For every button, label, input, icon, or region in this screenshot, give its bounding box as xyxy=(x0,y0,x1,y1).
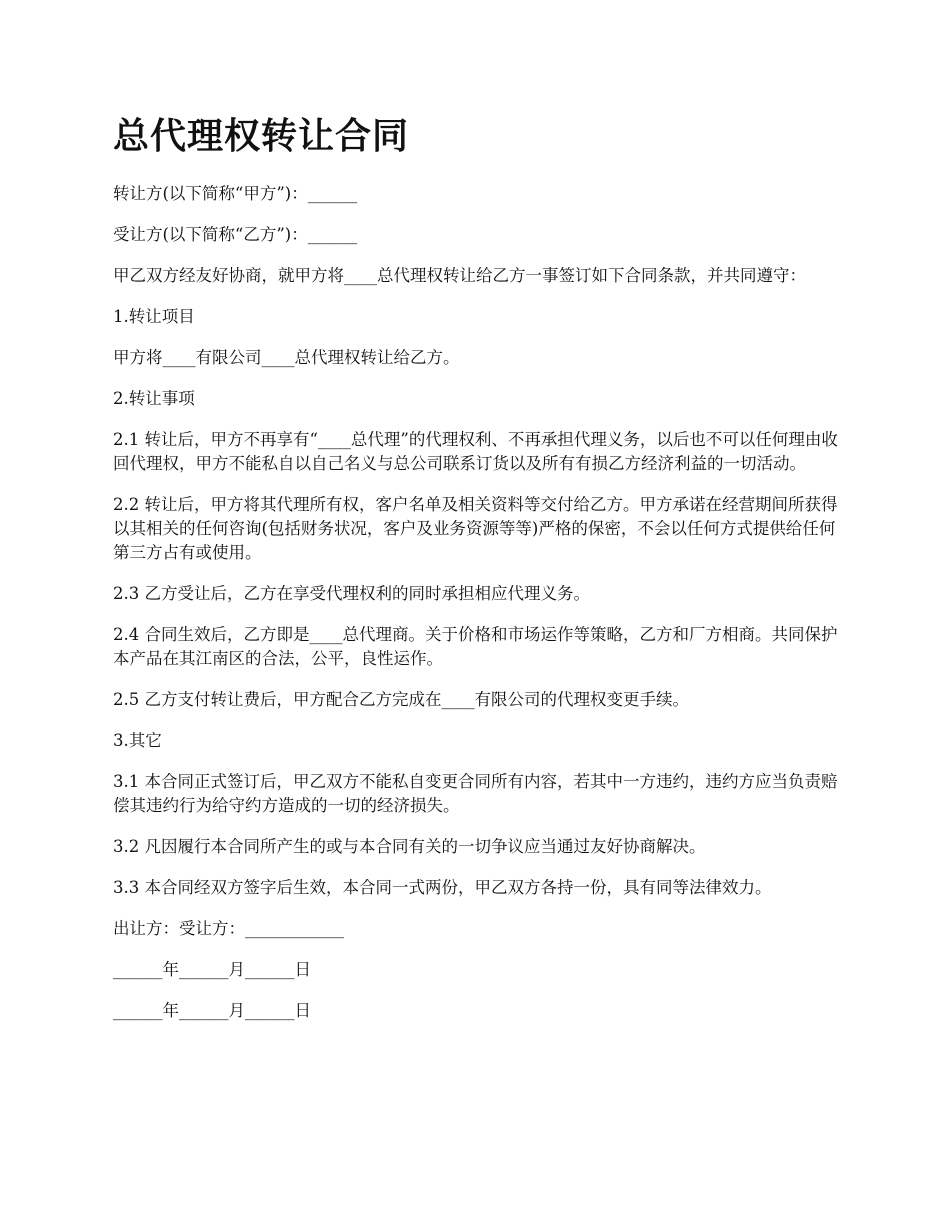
document-title: 总代理权转让合同 xyxy=(113,115,410,157)
document-page xyxy=(113,110,843,1040)
preamble-paragraph: 甲乙双方经友好协商，就甲方将____总代理权转让给乙方一事签订如下合同条款，并共同遵守： xyxy=(113,266,806,285)
section-1-body: 甲方将____有限公司____总代理权转让给乙方。 xyxy=(113,348,460,367)
clause-2-4: 2.4 合同生效后，乙方即是____总代理商。关于价格和市场运作等策略，乙方和厂方相商。共同保护本产品在其江南区的合法，公平，良性运作。 xyxy=(113,625,838,668)
clause-2-5: 2.5 乙方支付转让费后，甲方配合乙方完成在____有限公司的代理权变更手续。 xyxy=(113,690,689,709)
section-2-heading: 2.转让事项 xyxy=(113,389,195,408)
clause-3-1: 3.1 本合同正式签订后，甲乙双方不能私自变更合同所有内容，若其中一方违约，违约方应当负责赔偿其违约行为给守约方造成的一切的经济损失。 xyxy=(113,772,838,815)
clause-2-2: 2.2 转让后，甲方将其代理所有权，客户名单及相关资料等交付给乙方。甲方承诺在经营期间所获得以其相关的任何咨询(包括财务状况，客户及业务资源等等)严格的保密，不会以任何方式提供给任何第三方占有或使用。 xyxy=(113,495,838,562)
clause-2-3: 2.3 乙方受让后，乙方在享受代理权利的同时承担相应代理义务。 xyxy=(113,584,590,603)
signature-line: 出让方：受让方：____________ xyxy=(113,919,344,938)
section-1-heading: 1.转让项目 xyxy=(113,307,195,326)
clause-3-2: 3.2 凡因履行本合同所产生的或与本合同有关的一切争议应当通过友好协商解决。 xyxy=(113,837,706,856)
clause-3-3: 3.3 本合同经双方签字后生效，本合同一式两份，甲乙双方各持一份，具有同等法律效力。 xyxy=(113,878,772,897)
transferor-line: 转让方(以下简称“甲方”)：______ xyxy=(113,184,358,203)
date-line-1: ______年______月______日 xyxy=(113,960,311,979)
transferee-line: 受让方(以下简称“乙方”)：______ xyxy=(113,225,358,244)
section-3-heading: 3.其它 xyxy=(113,731,162,750)
date-line-2: ______年______月______日 xyxy=(113,1001,311,1020)
clause-2-1: 2.1 转让后，甲方不再享有“____总代理”的代理权利、不再承担代理义务，以后也不可以任何理由收回代理权，甲方不能私自以自己名义与总公司联系订货以及所有有损乙方经济利益的一切活动。 xyxy=(113,430,838,473)
